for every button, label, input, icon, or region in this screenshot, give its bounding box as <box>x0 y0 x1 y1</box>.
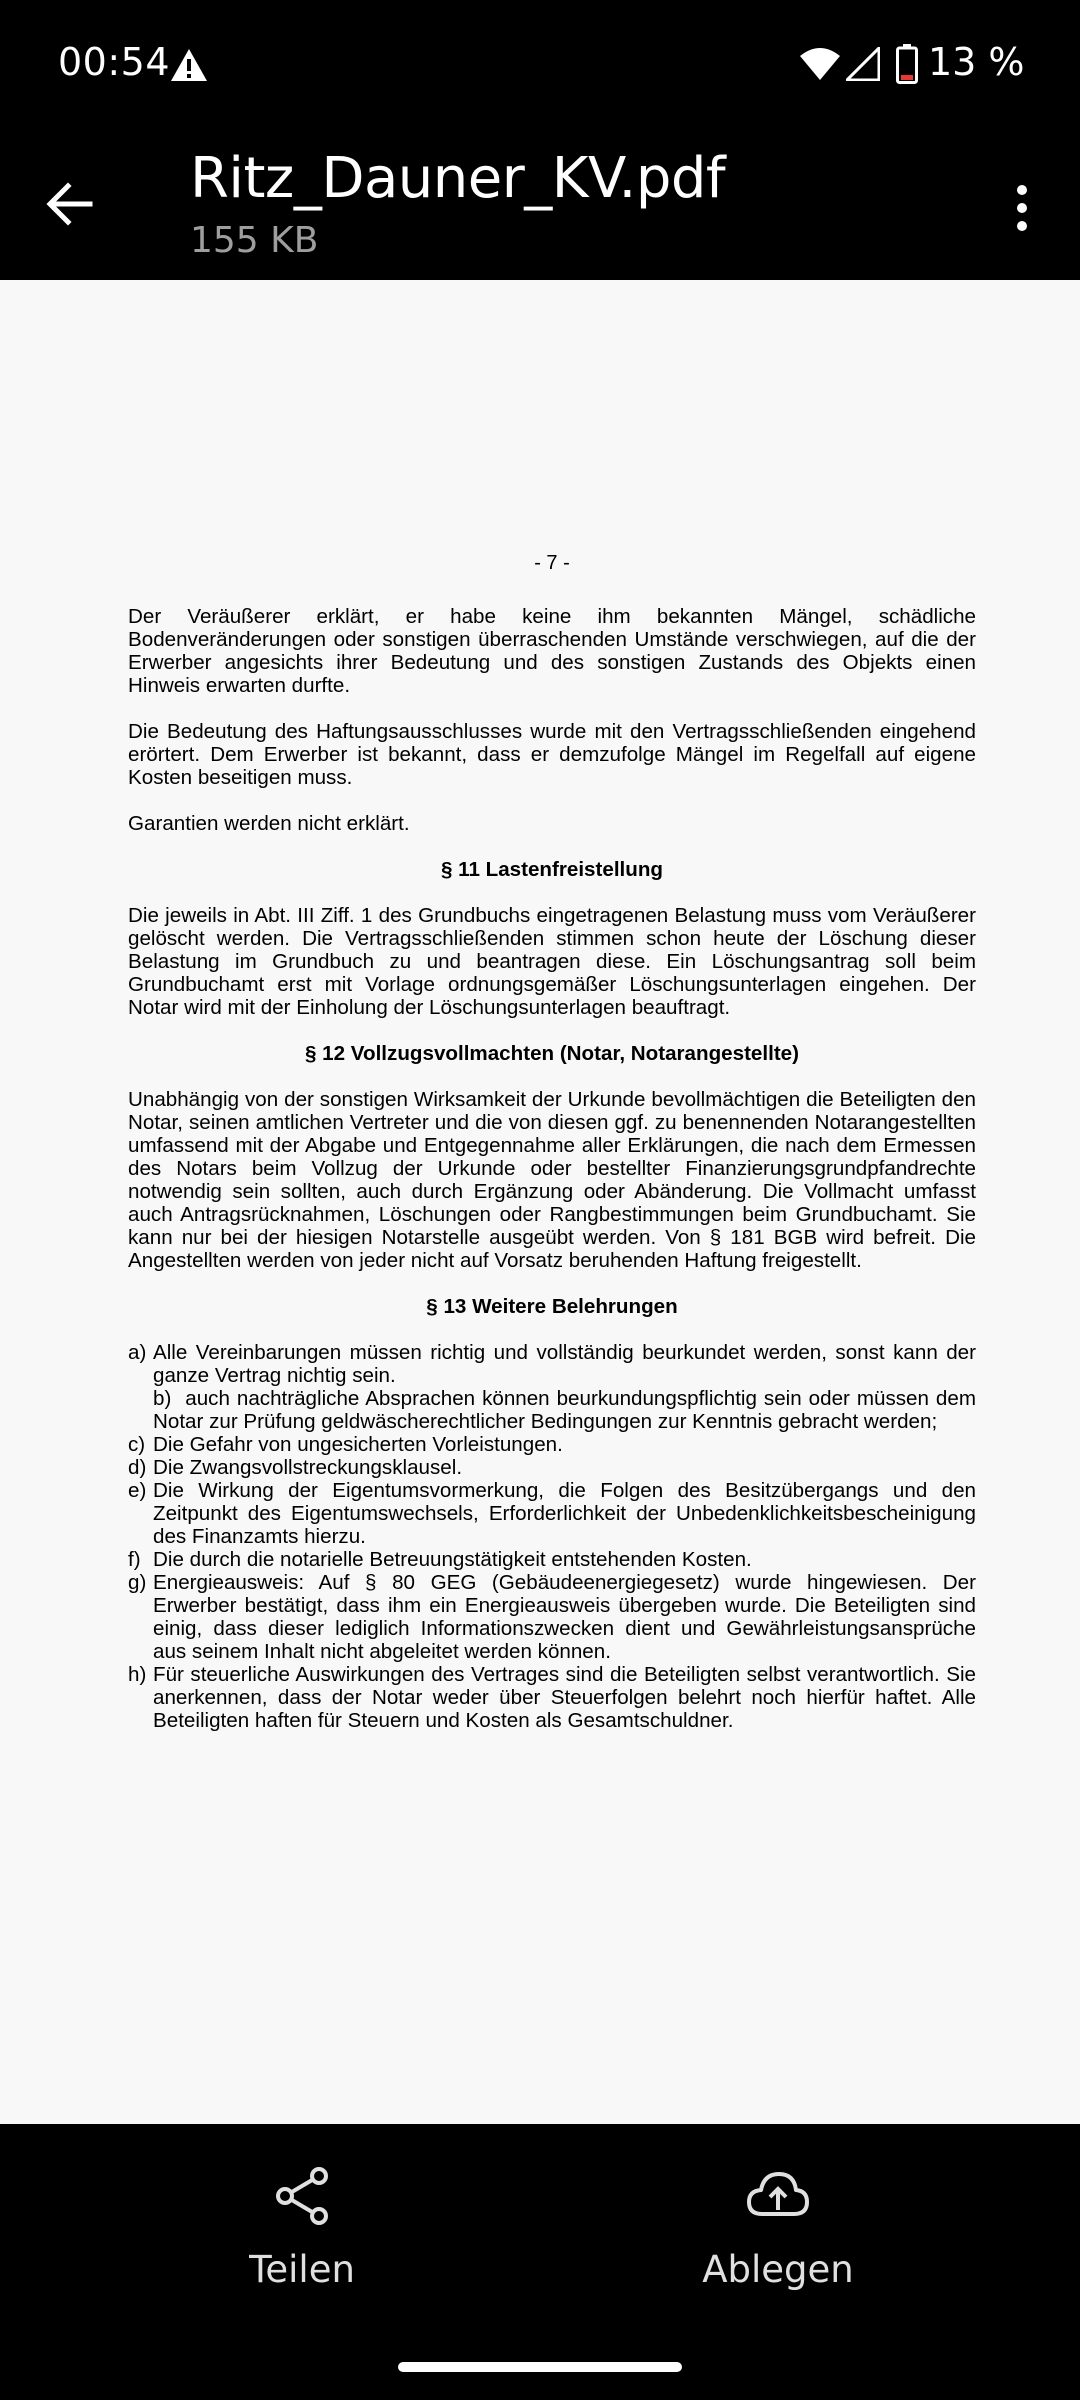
file-size: 155 KB <box>190 220 319 261</box>
list-item <box>128 1456 976 1479</box>
list-item <box>128 1663 976 1732</box>
paragraph: Die Bedeutung des Haftungsausschlusses wurde mit den Vertragsschließenden eingehend erörtert. Dem Erwerber ist bekannt, dass er demzufolge Mängel im Regelfall auf eigene Kosten beseitigen muss. <box>128 720 976 789</box>
list-item <box>128 1433 976 1456</box>
cloud-upload-icon <box>746 2166 810 2226</box>
belehrungen-list <box>128 1341 976 1732</box>
list-item-text: Energieausweis: Auf § 80 GEG (Gebäudeenergiegesetz) wurde hingewiesen. Der Erwerber bestätigt, dass ihm ein Energieausweis übergeben wurde. Die Beteiligten sind einig, dass dieser lediglich Informationszwecken dient und Gewährleistungsansprüche aus seinem Inhalt nicht abgeleitet werden können. <box>153 1571 976 1663</box>
list-item-text: Alle Vereinbarungen müssen richtig und vollständig beurkundet werden, sonst kann der ganze Vertrag nichtig sein. <box>153 1341 976 1387</box>
section-heading: § 11 Lastenfreistellung <box>440 858 664 881</box>
list-marker: h) <box>128 1663 147 1686</box>
list-marker: b) <box>153 1387 172 1410</box>
home-indicator[interactable] <box>398 2362 682 2372</box>
share-icon <box>274 2166 330 2226</box>
wifi-icon <box>800 46 840 82</box>
list-item <box>128 1571 976 1663</box>
save-label: Ablegen <box>702 2248 854 2291</box>
list-item <box>128 1479 976 1548</box>
arrow-back-icon <box>40 174 110 234</box>
battery-percentage: 13 % <box>928 40 1025 84</box>
bottom-action-bar <box>0 2124 1080 2400</box>
pdf-page <box>128 280 976 1732</box>
page-number: - 7 - <box>534 552 570 574</box>
list-item-text: Die Gefahr von ungesicherten Vorleistungen. <box>153 1433 563 1456</box>
back-button[interactable] <box>40 174 110 234</box>
list-item-text: Die durch die notarielle Betreuungstätigkeit entstehenden Kosten. <box>153 1548 752 1571</box>
list-item-text: Für steuerliche Auswirkungen des Vertrages sind die Beteiligten selbst verantwortlich. Sie anerkennen, dass der Notar weder über Steuerfolgen belehrt noch hierfür haftet. Alle Beteiligten haften für Steuern und Kosten als Gesamtschuldner. <box>153 1663 976 1732</box>
list-marker: d) <box>128 1456 147 1479</box>
list-marker: c) <box>128 1433 146 1456</box>
paragraph: Garantien werden nicht erklärt. <box>128 812 410 835</box>
section-heading: § 12 Vollzugsvollmachten (Notar, Notarangestellte) <box>305 1042 799 1065</box>
paragraph: Die jeweils in Abt. III Ziff. 1 des Grundbuchs eingetragenen Belastung muss vom Veräußerer gelöscht werden. Die Vertragsschließenden stimmen schon heute der Löschung dieser Belastung im Grundbuch zu und beantragen diese. Ein Löschungsantrag soll beim Grundbuchamt erst mit Vorlage ordnungsgemäßer Löschungsunterlagen eingehen. Der Notar wird mit der Einholung der Löschungsunterlagen beauftragt. <box>128 904 976 1019</box>
share-button[interactable] <box>172 2166 432 2291</box>
list-marker: g) <box>128 1571 147 1594</box>
more-vert-icon <box>1004 182 1040 234</box>
list-marker: e) <box>128 1479 147 1502</box>
status-bar <box>0 0 1080 120</box>
paragraph: Der Veräußerer erklärt, er habe keine ihm bekannten Mängel, schädliche Bodenveränderungen oder sonstigen überraschenden Umstände verschwiegen, auf die der Erwerber angesichts ihrer Bedeutung und des sonstigen Zustands des Objekts einen Hinweis erwarten durfte. <box>128 605 976 697</box>
list-marker: a) <box>128 1341 147 1364</box>
save-to-cloud-button[interactable] <box>648 2166 908 2291</box>
warning-icon <box>170 48 208 82</box>
paragraph: Unabhängig von der sonstigen Wirksamkeit der Urkunde bevollmächtigen die Beteiligten den Notar, seinen amtlichen Vertreter und die von diesen ggf. zu benennenden Notarangestellten umfassend mit der Abgabe und Entgegennahme aller Erklärungen, die nach dem Ermessen des Notars beim Vollzug der Urkunde oder bestellter Finanzierungsgrundpfandrechte notwendig sein sollten, auch durch Ergänzung oder Abänderung. Die Vollmacht umfasst auch Antragsrücknahmen, Löschungen oder Rangbestimmungen beim Grundbuchamt. Sie kann nur bei der hiesigen Notarstelle ausgeübt werden. Von § 181 BGB wird befreit. Die Angestellten werden von jeder nicht auf Vorsatz beruhenden Haftung freigestellt. <box>128 1088 976 1272</box>
list-marker: f) <box>128 1548 141 1571</box>
list-item <box>128 1341 976 1387</box>
battery-icon <box>896 44 918 84</box>
list-item-text: Die Zwangsvollstreckungsklausel. <box>153 1456 463 1479</box>
list-item <box>128 1548 976 1571</box>
pdf-viewer[interactable] <box>0 280 1080 2124</box>
list-item <box>128 1387 976 1433</box>
status-time: 00:54 <box>58 40 171 84</box>
app-bar <box>0 120 1080 280</box>
list-item-text: Die Wirkung der Eigentumsvormerkung, die Folgen des Besitzübergangs und den Zeitpunkt des Eigentumswechsels, Erforderlichkeit der Unbedenklichkeitsbescheinigung des Finanzamts hierzu. <box>153 1479 976 1548</box>
share-label: Teilen <box>249 2248 355 2291</box>
signal-icon <box>846 47 880 81</box>
more-options-button[interactable] <box>1004 182 1040 234</box>
list-item-text: auch nachträgliche Absprachen können beurkundungspflichtig sein oder müssen dem Notar zur Prüfung geldwäscherechtlicher Bedingungen zur Kenntnis gebracht werden; <box>153 1387 976 1433</box>
section-heading: § 13 Weitere Belehrungen <box>426 1295 678 1318</box>
file-title: Ritz_Dauner_KV.pdf <box>190 146 726 211</box>
